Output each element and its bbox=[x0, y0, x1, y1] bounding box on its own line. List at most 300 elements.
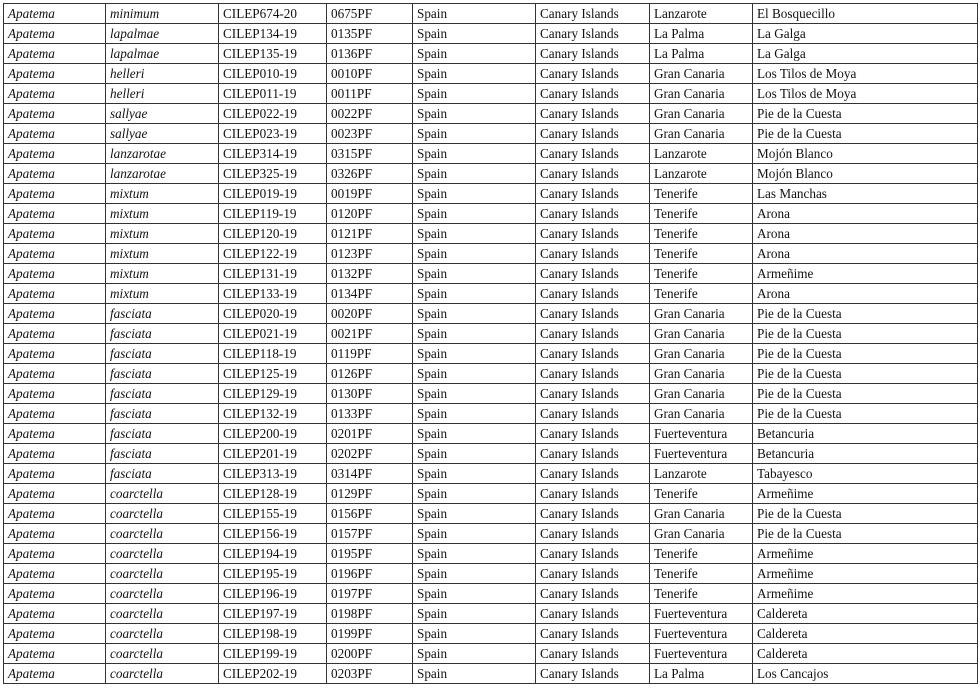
table-row bbox=[4, 624, 978, 644]
genus-cell: Apatema bbox=[4, 184, 106, 204]
region-cell: Canary Islands bbox=[536, 204, 650, 224]
region-cell: Canary Islands bbox=[536, 564, 650, 584]
species-cell: mixtum bbox=[106, 284, 219, 304]
island-cell: Gran Canaria bbox=[650, 104, 753, 124]
region-cell: Canary Islands bbox=[536, 44, 650, 64]
region-cell: Canary Islands bbox=[536, 424, 650, 444]
species-cell: coarctella bbox=[106, 524, 219, 544]
region-cell: Canary Islands bbox=[536, 524, 650, 544]
country-cell: Spain bbox=[413, 644, 536, 664]
species-cell: coarctella bbox=[106, 664, 219, 684]
genus-cell: Apatema bbox=[4, 144, 106, 164]
locality-cell: Mojón Blanco bbox=[753, 144, 978, 164]
region-cell: Canary Islands bbox=[536, 244, 650, 264]
species-cell: fasciata bbox=[106, 444, 219, 464]
island-cell: Fuerteventura bbox=[650, 644, 753, 664]
table-row bbox=[4, 344, 978, 364]
country-cell: Spain bbox=[413, 424, 536, 444]
locality-cell: Los Tilos de Moya bbox=[753, 84, 978, 104]
species-cell: mixtum bbox=[106, 244, 219, 264]
genus-cell: Apatema bbox=[4, 404, 106, 424]
field-id-cell: 0156PF bbox=[327, 504, 413, 524]
table-row bbox=[4, 164, 978, 184]
sample-id-cell: CILEP314-19 bbox=[219, 144, 327, 164]
locality-cell: Pie de la Cuesta bbox=[753, 384, 978, 404]
island-cell: Fuerteventura bbox=[650, 624, 753, 644]
region-cell: Canary Islands bbox=[536, 264, 650, 284]
country-cell: Spain bbox=[413, 504, 536, 524]
genus-cell: Apatema bbox=[4, 264, 106, 284]
country-cell: Spain bbox=[413, 624, 536, 644]
genus-cell: Apatema bbox=[4, 584, 106, 604]
field-id-cell: 0133PF bbox=[327, 404, 413, 424]
species-cell: lapalmae bbox=[106, 44, 219, 64]
locality-cell: Los Cancajos bbox=[753, 664, 978, 684]
genus-cell: Apatema bbox=[4, 564, 106, 584]
table-row bbox=[4, 664, 978, 684]
locality-cell: Arona bbox=[753, 284, 978, 304]
country-cell: Spain bbox=[413, 44, 536, 64]
genus-cell: Apatema bbox=[4, 124, 106, 144]
island-cell: Tenerife bbox=[650, 184, 753, 204]
region-cell: Canary Islands bbox=[536, 304, 650, 324]
field-id-cell: 0197PF bbox=[327, 584, 413, 604]
locality-cell: Caldereta bbox=[753, 604, 978, 624]
region-cell: Canary Islands bbox=[536, 224, 650, 244]
country-cell: Spain bbox=[413, 564, 536, 584]
country-cell: Spain bbox=[413, 464, 536, 484]
species-cell: sallyae bbox=[106, 124, 219, 144]
species-cell: mixtum bbox=[106, 204, 219, 224]
country-cell: Spain bbox=[413, 224, 536, 244]
species-cell: fasciata bbox=[106, 424, 219, 444]
species-cell: coarctella bbox=[106, 564, 219, 584]
sample-id-cell: CILEP133-19 bbox=[219, 284, 327, 304]
sample-id-cell: CILEP156-19 bbox=[219, 524, 327, 544]
island-cell: Gran Canaria bbox=[650, 304, 753, 324]
table-row bbox=[4, 44, 978, 64]
sample-id-cell: CILEP010-19 bbox=[219, 64, 327, 84]
table-row bbox=[4, 84, 978, 104]
sample-id-cell: CILEP135-19 bbox=[219, 44, 327, 64]
locality-cell: Armeñime bbox=[753, 484, 978, 504]
region-cell: Canary Islands bbox=[536, 364, 650, 384]
sample-id-cell: CILEP131-19 bbox=[219, 264, 327, 284]
region-cell: Canary Islands bbox=[536, 184, 650, 204]
sample-id-cell: CILEP129-19 bbox=[219, 384, 327, 404]
locality-cell: Pie de la Cuesta bbox=[753, 344, 978, 364]
country-cell: Spain bbox=[413, 204, 536, 224]
locality-cell: Armeñime bbox=[753, 584, 978, 604]
locality-cell: Arona bbox=[753, 244, 978, 264]
table-row bbox=[4, 464, 978, 484]
island-cell: Tenerife bbox=[650, 484, 753, 504]
locality-cell: Pie de la Cuesta bbox=[753, 404, 978, 424]
species-cell: fasciata bbox=[106, 384, 219, 404]
sample-id-cell: CILEP195-19 bbox=[219, 564, 327, 584]
locality-cell: Arona bbox=[753, 204, 978, 224]
species-cell: fasciata bbox=[106, 324, 219, 344]
region-cell: Canary Islands bbox=[536, 644, 650, 664]
field-id-cell: 0200PF bbox=[327, 644, 413, 664]
genus-cell: Apatema bbox=[4, 524, 106, 544]
sample-id-cell: CILEP202-19 bbox=[219, 664, 327, 684]
sample-id-cell: CILEP201-19 bbox=[219, 444, 327, 464]
genus-cell: Apatema bbox=[4, 284, 106, 304]
species-cell: coarctella bbox=[106, 544, 219, 564]
table-body bbox=[4, 4, 978, 684]
table-row bbox=[4, 24, 978, 44]
genus-cell: Apatema bbox=[4, 244, 106, 264]
species-cell: helleri bbox=[106, 64, 219, 84]
field-id-cell: 0198PF bbox=[327, 604, 413, 624]
region-cell: Canary Islands bbox=[536, 444, 650, 464]
sample-id-cell: CILEP325-19 bbox=[219, 164, 327, 184]
region-cell: Canary Islands bbox=[536, 284, 650, 304]
country-cell: Spain bbox=[413, 604, 536, 624]
island-cell: Fuerteventura bbox=[650, 604, 753, 624]
field-id-cell: 0121PF bbox=[327, 224, 413, 244]
table-row bbox=[4, 424, 978, 444]
island-cell: Gran Canaria bbox=[650, 384, 753, 404]
island-cell: Lanzarote bbox=[650, 144, 753, 164]
sample-id-cell: CILEP132-19 bbox=[219, 404, 327, 424]
island-cell: Tenerife bbox=[650, 544, 753, 564]
genus-cell: Apatema bbox=[4, 104, 106, 124]
region-cell: Canary Islands bbox=[536, 624, 650, 644]
region-cell: Canary Islands bbox=[536, 344, 650, 364]
region-cell: Canary Islands bbox=[536, 384, 650, 404]
island-cell: Gran Canaria bbox=[650, 84, 753, 104]
genus-cell: Apatema bbox=[4, 384, 106, 404]
country-cell: Spain bbox=[413, 304, 536, 324]
country-cell: Spain bbox=[413, 544, 536, 564]
table-row bbox=[4, 64, 978, 84]
genus-cell: Apatema bbox=[4, 84, 106, 104]
sample-id-cell: CILEP022-19 bbox=[219, 104, 327, 124]
table-row bbox=[4, 224, 978, 244]
field-id-cell: 0119PF bbox=[327, 344, 413, 364]
table-row bbox=[4, 364, 978, 384]
sample-id-cell: CILEP019-19 bbox=[219, 184, 327, 204]
island-cell: La Palma bbox=[650, 664, 753, 684]
locality-cell: Las Manchas bbox=[753, 184, 978, 204]
species-cell: coarctella bbox=[106, 644, 219, 664]
field-id-cell: 0195PF bbox=[327, 544, 413, 564]
locality-cell: Los Tilos de Moya bbox=[753, 64, 978, 84]
country-cell: Spain bbox=[413, 124, 536, 144]
field-id-cell: 0157PF bbox=[327, 524, 413, 544]
country-cell: Spain bbox=[413, 184, 536, 204]
locality-cell: Pie de la Cuesta bbox=[753, 304, 978, 324]
country-cell: Spain bbox=[413, 384, 536, 404]
genus-cell: Apatema bbox=[4, 164, 106, 184]
sample-id-cell: CILEP020-19 bbox=[219, 304, 327, 324]
field-id-cell: 0675PF bbox=[327, 4, 413, 24]
genus-cell: Apatema bbox=[4, 544, 106, 564]
species-cell: fasciata bbox=[106, 344, 219, 364]
region-cell: Canary Islands bbox=[536, 24, 650, 44]
country-cell: Spain bbox=[413, 484, 536, 504]
field-id-cell: 0196PF bbox=[327, 564, 413, 584]
locality-cell: Mojón Blanco bbox=[753, 164, 978, 184]
locality-cell: Armeñime bbox=[753, 264, 978, 284]
island-cell: Gran Canaria bbox=[650, 364, 753, 384]
region-cell: Canary Islands bbox=[536, 64, 650, 84]
island-cell: Gran Canaria bbox=[650, 504, 753, 524]
field-id-cell: 0314PF bbox=[327, 464, 413, 484]
species-cell: lanzarotae bbox=[106, 164, 219, 184]
country-cell: Spain bbox=[413, 264, 536, 284]
region-cell: Canary Islands bbox=[536, 144, 650, 164]
field-id-cell: 0130PF bbox=[327, 384, 413, 404]
country-cell: Spain bbox=[413, 164, 536, 184]
genus-cell: Apatema bbox=[4, 204, 106, 224]
field-id-cell: 0126PF bbox=[327, 364, 413, 384]
genus-cell: Apatema bbox=[4, 44, 106, 64]
field-id-cell: 0019PF bbox=[327, 184, 413, 204]
island-cell: La Palma bbox=[650, 44, 753, 64]
region-cell: Canary Islands bbox=[536, 584, 650, 604]
field-id-cell: 0203PF bbox=[327, 664, 413, 684]
species-cell: lapalmae bbox=[106, 24, 219, 44]
table-row bbox=[4, 544, 978, 564]
sample-id-cell: CILEP200-19 bbox=[219, 424, 327, 444]
field-id-cell: 0315PF bbox=[327, 144, 413, 164]
table-row bbox=[4, 184, 978, 204]
island-cell: Tenerife bbox=[650, 224, 753, 244]
field-id-cell: 0132PF bbox=[327, 264, 413, 284]
sample-id-cell: CILEP122-19 bbox=[219, 244, 327, 264]
locality-cell: Pie de la Cuesta bbox=[753, 124, 978, 144]
field-id-cell: 0023PF bbox=[327, 124, 413, 144]
country-cell: Spain bbox=[413, 664, 536, 684]
table-row bbox=[4, 304, 978, 324]
genus-cell: Apatema bbox=[4, 664, 106, 684]
table-row bbox=[4, 644, 978, 664]
locality-cell: Betancuria bbox=[753, 444, 978, 464]
table-row bbox=[4, 604, 978, 624]
locality-cell: Armeñime bbox=[753, 564, 978, 584]
field-id-cell: 0120PF bbox=[327, 204, 413, 224]
sample-id-cell: CILEP199-19 bbox=[219, 644, 327, 664]
sample-id-cell: CILEP313-19 bbox=[219, 464, 327, 484]
field-id-cell: 0020PF bbox=[327, 304, 413, 324]
sample-id-cell: CILEP011-19 bbox=[219, 84, 327, 104]
table-row bbox=[4, 4, 978, 24]
island-cell: Lanzarote bbox=[650, 464, 753, 484]
table-row bbox=[4, 384, 978, 404]
sample-id-cell: CILEP125-19 bbox=[219, 364, 327, 384]
field-id-cell: 0134PF bbox=[327, 284, 413, 304]
genus-cell: Apatema bbox=[4, 324, 106, 344]
table-row bbox=[4, 284, 978, 304]
locality-cell: Pie de la Cuesta bbox=[753, 324, 978, 344]
genus-cell: Apatema bbox=[4, 224, 106, 244]
field-id-cell: 0010PF bbox=[327, 64, 413, 84]
specimen-table bbox=[3, 3, 978, 684]
sample-id-cell: CILEP197-19 bbox=[219, 604, 327, 624]
species-cell: coarctella bbox=[106, 584, 219, 604]
genus-cell: Apatema bbox=[4, 344, 106, 364]
field-id-cell: 0123PF bbox=[327, 244, 413, 264]
locality-cell: La Galga bbox=[753, 44, 978, 64]
genus-cell: Apatema bbox=[4, 604, 106, 624]
field-id-cell: 0136PF bbox=[327, 44, 413, 64]
region-cell: Canary Islands bbox=[536, 464, 650, 484]
country-cell: Spain bbox=[413, 444, 536, 464]
country-cell: Spain bbox=[413, 404, 536, 424]
region-cell: Canary Islands bbox=[536, 124, 650, 144]
species-cell: coarctella bbox=[106, 484, 219, 504]
species-cell: sallyae bbox=[106, 104, 219, 124]
genus-cell: Apatema bbox=[4, 304, 106, 324]
region-cell: Canary Islands bbox=[536, 544, 650, 564]
region-cell: Canary Islands bbox=[536, 504, 650, 524]
locality-cell: Caldereta bbox=[753, 644, 978, 664]
island-cell: Gran Canaria bbox=[650, 324, 753, 344]
table-row bbox=[4, 324, 978, 344]
country-cell: Spain bbox=[413, 4, 536, 24]
locality-cell: Pie de la Cuesta bbox=[753, 364, 978, 384]
country-cell: Spain bbox=[413, 364, 536, 384]
sample-id-cell: CILEP198-19 bbox=[219, 624, 327, 644]
island-cell: Gran Canaria bbox=[650, 64, 753, 84]
locality-cell: Pie de la Cuesta bbox=[753, 104, 978, 124]
locality-cell: Caldereta bbox=[753, 624, 978, 644]
table-row bbox=[4, 104, 978, 124]
country-cell: Spain bbox=[413, 144, 536, 164]
island-cell: Gran Canaria bbox=[650, 124, 753, 144]
region-cell: Canary Islands bbox=[536, 664, 650, 684]
locality-cell: Tabayesco bbox=[753, 464, 978, 484]
table-row bbox=[4, 244, 978, 264]
sample-id-cell: CILEP119-19 bbox=[219, 204, 327, 224]
genus-cell: Apatema bbox=[4, 504, 106, 524]
field-id-cell: 0021PF bbox=[327, 324, 413, 344]
locality-cell: Armeñime bbox=[753, 544, 978, 564]
country-cell: Spain bbox=[413, 24, 536, 44]
country-cell: Spain bbox=[413, 344, 536, 364]
table-row bbox=[4, 404, 978, 424]
genus-cell: Apatema bbox=[4, 624, 106, 644]
genus-cell: Apatema bbox=[4, 464, 106, 484]
table-row bbox=[4, 204, 978, 224]
country-cell: Spain bbox=[413, 84, 536, 104]
country-cell: Spain bbox=[413, 284, 536, 304]
species-cell: coarctella bbox=[106, 504, 219, 524]
locality-cell: Pie de la Cuesta bbox=[753, 524, 978, 544]
field-id-cell: 0202PF bbox=[327, 444, 413, 464]
genus-cell: Apatema bbox=[4, 64, 106, 84]
species-cell: lanzarotae bbox=[106, 144, 219, 164]
species-cell: fasciata bbox=[106, 464, 219, 484]
country-cell: Spain bbox=[413, 64, 536, 84]
species-cell: coarctella bbox=[106, 624, 219, 644]
sample-id-cell: CILEP674-20 bbox=[219, 4, 327, 24]
island-cell: Lanzarote bbox=[650, 164, 753, 184]
country-cell: Spain bbox=[413, 524, 536, 544]
genus-cell: Apatema bbox=[4, 424, 106, 444]
locality-cell: Pie de la Cuesta bbox=[753, 504, 978, 524]
locality-cell: Arona bbox=[753, 224, 978, 244]
table-row bbox=[4, 484, 978, 504]
species-cell: fasciata bbox=[106, 404, 219, 424]
sample-id-cell: CILEP196-19 bbox=[219, 584, 327, 604]
island-cell: Fuerteventura bbox=[650, 424, 753, 444]
sample-id-cell: CILEP120-19 bbox=[219, 224, 327, 244]
field-id-cell: 0199PF bbox=[327, 624, 413, 644]
island-cell: Gran Canaria bbox=[650, 404, 753, 424]
region-cell: Canary Islands bbox=[536, 4, 650, 24]
country-cell: Spain bbox=[413, 244, 536, 264]
sample-id-cell: CILEP023-19 bbox=[219, 124, 327, 144]
island-cell: Tenerife bbox=[650, 584, 753, 604]
species-cell: mixtum bbox=[106, 264, 219, 284]
country-cell: Spain bbox=[413, 104, 536, 124]
species-cell: mixtum bbox=[106, 224, 219, 244]
species-cell: fasciata bbox=[106, 304, 219, 324]
field-id-cell: 0129PF bbox=[327, 484, 413, 504]
region-cell: Canary Islands bbox=[536, 404, 650, 424]
locality-cell: Betancuria bbox=[753, 424, 978, 444]
sample-id-cell: CILEP155-19 bbox=[219, 504, 327, 524]
island-cell: Tenerife bbox=[650, 264, 753, 284]
country-cell: Spain bbox=[413, 584, 536, 604]
species-cell: minimum bbox=[106, 4, 219, 24]
island-cell: La Palma bbox=[650, 24, 753, 44]
genus-cell: Apatema bbox=[4, 444, 106, 464]
field-id-cell: 0326PF bbox=[327, 164, 413, 184]
table-row bbox=[4, 584, 978, 604]
island-cell: Lanzarote bbox=[650, 4, 753, 24]
sample-id-cell: CILEP194-19 bbox=[219, 544, 327, 564]
region-cell: Canary Islands bbox=[536, 164, 650, 184]
species-cell: coarctella bbox=[106, 604, 219, 624]
island-cell: Gran Canaria bbox=[650, 524, 753, 544]
island-cell: Fuerteventura bbox=[650, 444, 753, 464]
locality-cell: La Galga bbox=[753, 24, 978, 44]
field-id-cell: 0011PF bbox=[327, 84, 413, 104]
table-row bbox=[4, 444, 978, 464]
table-row bbox=[4, 504, 978, 524]
field-id-cell: 0022PF bbox=[327, 104, 413, 124]
region-cell: Canary Islands bbox=[536, 484, 650, 504]
locality-cell: El Bosquecillo bbox=[753, 4, 978, 24]
genus-cell: Apatema bbox=[4, 484, 106, 504]
region-cell: Canary Islands bbox=[536, 104, 650, 124]
island-cell: Gran Canaria bbox=[650, 344, 753, 364]
species-cell: mixtum bbox=[106, 184, 219, 204]
table-row bbox=[4, 564, 978, 584]
sample-id-cell: CILEP118-19 bbox=[219, 344, 327, 364]
table-row bbox=[4, 144, 978, 164]
island-cell: Tenerife bbox=[650, 564, 753, 584]
island-cell: Tenerife bbox=[650, 244, 753, 264]
island-cell: Tenerife bbox=[650, 284, 753, 304]
species-cell: fasciata bbox=[106, 364, 219, 384]
region-cell: Canary Islands bbox=[536, 324, 650, 344]
table-row bbox=[4, 524, 978, 544]
table-row bbox=[4, 124, 978, 144]
table-row bbox=[4, 264, 978, 284]
species-cell: helleri bbox=[106, 84, 219, 104]
island-cell: Tenerife bbox=[650, 204, 753, 224]
genus-cell: Apatema bbox=[4, 364, 106, 384]
field-id-cell: 0135PF bbox=[327, 24, 413, 44]
region-cell: Canary Islands bbox=[536, 84, 650, 104]
genus-cell: Apatema bbox=[4, 24, 106, 44]
